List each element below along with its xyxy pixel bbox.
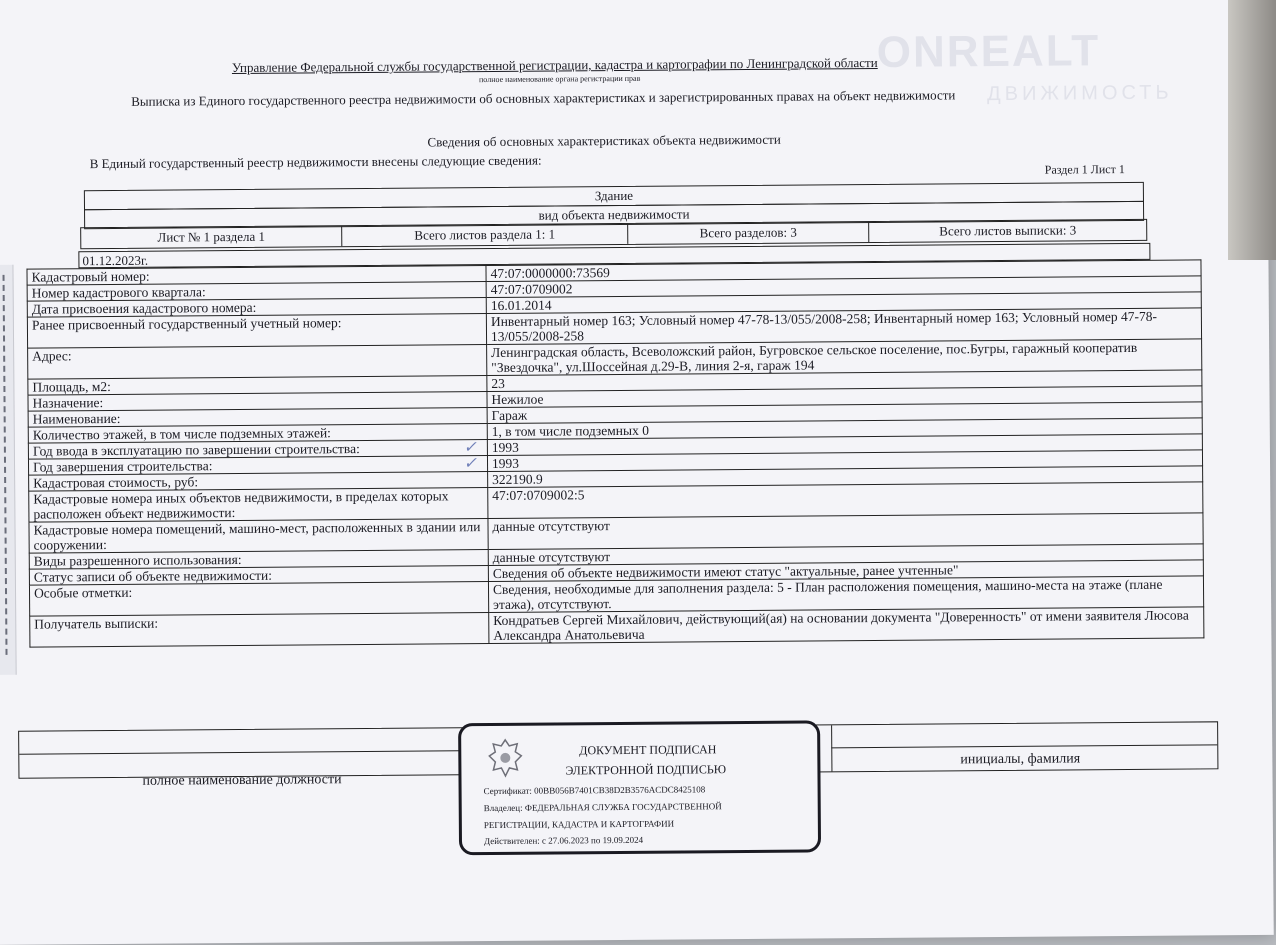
row-value: Нежилое xyxy=(487,386,1202,408)
row-label: Назначение: xyxy=(28,392,487,412)
row-label: Особые отметки: xyxy=(29,582,488,617)
row-label: Виды разрешенного использования: xyxy=(29,550,488,570)
row-label: Ранее присвоенный государственный учетный номер: xyxy=(27,314,486,349)
object-type: Здание xyxy=(84,182,1144,210)
row-value: данные отсутствуют xyxy=(488,544,1203,566)
characteristics-table xyxy=(26,259,1204,647)
row-value: Кондратьев Сергей Михайлович, действующий(ая) на основании документа "Доверенность" от имени заявителя Люсова Александра Анатольевича xyxy=(489,607,1204,644)
row-value: 47:07:0000000:73569 xyxy=(486,260,1201,282)
stamp-certificate: Сертификат: 00BB056B7401CB38D2B3576ACDC8425108 xyxy=(483,784,706,797)
row-value: Сведения, необходимые для заполнения раздела: 5 - План расположения помещения, машино-места на этаже (плане этажа), отсутствуют. xyxy=(488,576,1203,613)
row-label: Наименование: xyxy=(28,408,487,428)
total-sheets-section: Всего листов раздела 1: 1 xyxy=(342,224,628,246)
row-value: 1993 xyxy=(487,450,1202,472)
extract-date: 01.12.2023г. xyxy=(78,243,1150,268)
stamp-validity: Действителен: с 27.06.2023 по 19.09.2024 xyxy=(483,834,644,847)
watermark-brand: ONREALT xyxy=(876,26,1101,77)
stamp-owner-1: Владелец: ФЕДЕРАЛЬНАЯ СЛУЖБА ГОСУДАРСТВЕННОЙ xyxy=(483,801,722,814)
handwritten-checkmark-icon: ✓ xyxy=(463,439,477,457)
row-value: 23 xyxy=(487,370,1202,392)
extract-title: Выписка из Единого государственного реестра недвижимости об основных характеристиках и зарегистрированных правах на объект недвижимости xyxy=(131,87,956,109)
row-label: Площадь, м2: xyxy=(28,376,487,396)
divider xyxy=(831,744,1217,748)
row-label: Кадастровая стоимость, руб: xyxy=(29,472,488,492)
row-label: Кадастровый номер: xyxy=(27,266,486,286)
electronic-signature-stamp xyxy=(458,720,821,855)
row-value: Ленинградская область, Всеволожский район, Бугровское сельское поселение, пос.Бугры, гаражный кооператив "Звездочка", ул.Шоссейная д.29-В, линия 2-я, гараж 194 xyxy=(487,339,1202,376)
position-caption: полное наименование должности xyxy=(142,772,342,789)
row-label: Год ввода в эксплуатацию по завершении строительства: ✓ xyxy=(28,440,487,460)
row-value: Гараж xyxy=(487,402,1202,424)
intro-text: В Единый государственный реестр недвижимости внесены следующие сведения: xyxy=(89,152,542,172)
agency-title: Управление Федеральной службы государственной регистрации, кадастра и картографии по Ленинградской области xyxy=(231,54,878,76)
section-title: Сведения об основных характеристиках объекта недвижимости xyxy=(427,131,781,150)
agency-subcaption: полное наименование органа регистрации прав xyxy=(478,73,641,85)
row-value: 1993 xyxy=(487,434,1202,456)
row-value: 47:07:0709002 xyxy=(486,276,1201,298)
divider xyxy=(19,750,459,754)
row-label: Получатель выписки: xyxy=(30,613,489,648)
row-value: 322190.9 xyxy=(488,466,1203,488)
row-label: Статус записи об объекте недвижимости: xyxy=(29,566,488,586)
row-label: Адрес: xyxy=(28,345,487,380)
row-label: Количество этажей, в том числе подземных этажей: xyxy=(28,424,487,444)
row-label: Номер кадастрового квартала: xyxy=(27,282,486,302)
coat-of-arms-icon xyxy=(485,736,525,780)
stamp-line1: ДОКУМЕНТ ПОДПИСАН xyxy=(579,742,717,758)
row-label: Кадастровые номера помещений, машино-мест, расположенных в здании или сооружении: xyxy=(29,519,488,554)
row-value: данные отсутствуют xyxy=(488,513,1203,550)
stamp-line2: ЭЛЕКТРОННОЙ ПОДПИСЬЮ xyxy=(565,762,727,778)
watermark-sub: ДВИЖИМОСТЬ xyxy=(987,81,1173,106)
photo-edge-right xyxy=(1228,0,1276,260)
row-value: Сведения об объекте недвижимости имеют статус "актуальные, ранее учтенные" xyxy=(488,560,1203,582)
stamp-owner-2: РЕГИСТРАЦИИ, КАДАСТРА И КАРТОГРАФИИ xyxy=(483,818,675,831)
initials-caption: инициалы, фамилия xyxy=(960,751,1081,768)
object-type-caption: вид объекта недвижимости xyxy=(84,201,1144,229)
section-sheet-label: Раздел 1 Лист 1 xyxy=(1044,162,1125,177)
row-label: Кадастровые номера иных объектов недвижимости, в пределах которых расположен объект недвижимости: xyxy=(29,488,488,523)
row-value: 47:07:0709002:5 xyxy=(488,482,1203,519)
handwritten-checkmark-icon: ✓ xyxy=(463,455,478,473)
total-sections: Всего разделов: 3 xyxy=(628,222,869,244)
row-value: Инвентарный номер 163; Условный номер 47-78-13/055/2008-258; Инвентарный номер 163; Условный номер 47-78-13/055/2008-258 xyxy=(486,308,1201,345)
sheet-number: Лист № 1 раздела 1 xyxy=(81,226,342,248)
row-label: Дата присвоения кадастрового номера: xyxy=(27,298,486,318)
total-sheets-extract: Всего листов выписки: 3 xyxy=(939,222,1077,239)
row-value: 1, в том числе подземных 0 xyxy=(487,418,1202,440)
row-value: 16.01.2014 xyxy=(486,292,1201,314)
row-label: Год завершения строительства: ✓ xyxy=(28,456,487,476)
